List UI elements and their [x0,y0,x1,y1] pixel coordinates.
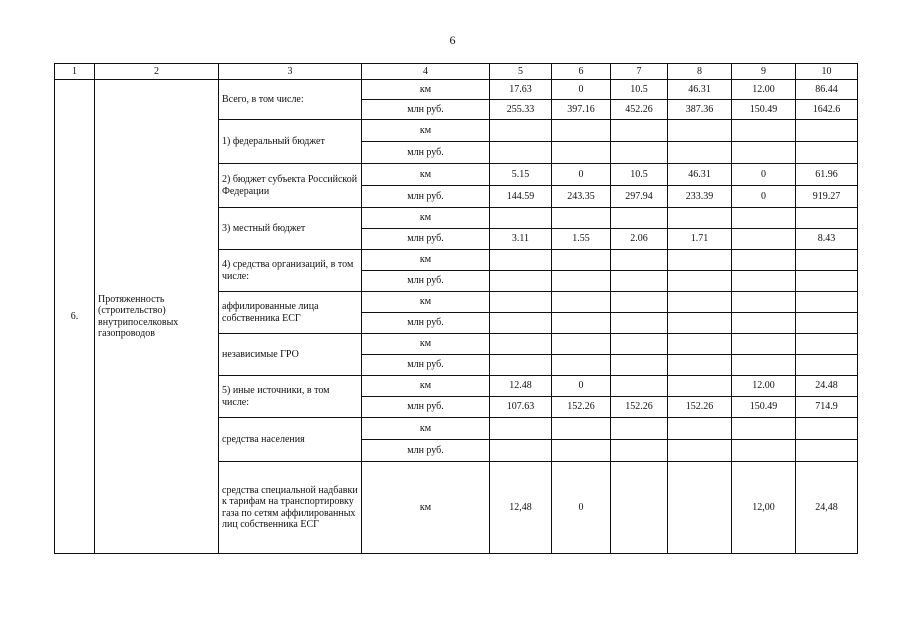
funding-source-label: 5) иные источники, в том числе: [219,376,362,418]
value-cell [732,229,796,250]
unit-cell: км [362,208,490,229]
value-cell [668,376,732,397]
header-cell: 3 [219,64,362,80]
header-cell: 1 [55,64,95,80]
value-cell [552,142,611,164]
header-cell: 6 [552,64,611,80]
value-cell [732,250,796,271]
value-cell [796,418,858,440]
unit-cell: млн руб. [362,186,490,208]
value-cell [611,334,668,355]
value-cell: 397.16 [552,100,611,120]
value-cell: 0 [732,186,796,208]
value-cell: 150.49 [732,100,796,120]
unit-cell: млн руб. [362,271,490,292]
value-cell [732,334,796,355]
value-cell [668,208,732,229]
value-cell [668,418,732,440]
value-cell: 1.55 [552,229,611,250]
value-cell [796,250,858,271]
value-cell: 150.49 [732,397,796,418]
value-cell: 24.48 [796,376,858,397]
value-cell: 152.26 [668,397,732,418]
value-cell: 243.35 [552,186,611,208]
value-cell: 46.31 [668,80,732,100]
value-cell [490,334,552,355]
unit-cell: км [362,376,490,397]
unit-cell: млн руб. [362,142,490,164]
value-cell [611,250,668,271]
value-cell: 0 [552,462,611,554]
value-cell [552,271,611,292]
header-cell: 5 [490,64,552,80]
value-cell [552,440,611,462]
header-cell: 7 [611,64,668,80]
value-cell [732,313,796,334]
value-cell: 5.15 [490,164,552,186]
unit-cell: км [362,80,490,100]
value-cell [668,462,732,554]
funding-source-label: средства населения [219,418,362,462]
header-cell: 8 [668,64,732,80]
value-cell [490,313,552,334]
header-row [55,64,858,80]
funding-source-label: 3) местный бюджет [219,208,362,250]
value-cell [611,355,668,376]
value-cell [796,334,858,355]
value-cell [611,462,668,554]
value-cell [552,120,611,142]
value-cell [668,292,732,313]
value-cell [552,292,611,313]
value-cell [611,313,668,334]
value-cell [552,355,611,376]
value-cell [490,120,552,142]
value-cell: 12,00 [732,462,796,554]
header-cell: 9 [732,64,796,80]
value-cell [490,208,552,229]
value-cell [796,142,858,164]
value-cell [490,355,552,376]
funding-source-label: аффилированные лица собственника ЕСГ [219,292,362,334]
value-cell [732,142,796,164]
header-cell: 10 [796,64,858,80]
funding-source-label: 2) бюджет субъекта Российской Федерации [219,164,362,208]
funding-source-label: 4) средства организаций, в том числе: [219,250,362,292]
value-cell: 2.06 [611,229,668,250]
unit-cell: км [362,250,490,271]
value-cell: 1642.6 [796,100,858,120]
value-cell [611,142,668,164]
value-cell [611,292,668,313]
value-cell: 10.5 [611,80,668,100]
value-cell: 714.9 [796,397,858,418]
value-cell [796,440,858,462]
value-cell [732,292,796,313]
value-cell: 61.96 [796,164,858,186]
value-cell [611,440,668,462]
value-cell: 152.26 [611,397,668,418]
value-cell [552,313,611,334]
value-cell: 152.26 [552,397,611,418]
value-cell: 17.63 [490,80,552,100]
value-cell: 107.63 [490,397,552,418]
value-cell [490,418,552,440]
value-cell: 12.48 [490,376,552,397]
value-cell [611,208,668,229]
unit-cell: млн руб. [362,397,490,418]
unit-cell: млн руб. [362,355,490,376]
funding-source-label: 1) федеральный бюджет [219,120,362,164]
value-cell [732,208,796,229]
value-cell: 46.31 [668,164,732,186]
value-cell [796,292,858,313]
value-cell [668,142,732,164]
value-cell [668,355,732,376]
page-number: 6 [449,33,456,47]
funding-source-label: Всего, в том числе: [219,80,362,120]
value-cell: 0 [552,80,611,100]
unit-cell: млн руб. [362,313,490,334]
value-cell [732,355,796,376]
unit-cell: млн руб. [362,440,490,462]
value-cell [796,120,858,142]
unit-cell: км [362,292,490,313]
gas-pipeline-table [54,63,858,554]
value-cell: 24,48 [796,462,858,554]
value-cell: 255.33 [490,100,552,120]
value-cell [552,418,611,440]
value-cell: 144.59 [490,186,552,208]
table-row [55,80,858,100]
value-cell: 0 [552,376,611,397]
value-cell [611,271,668,292]
value-cell [668,334,732,355]
value-cell: 86.44 [796,80,858,100]
value-cell [668,440,732,462]
value-cell [611,418,668,440]
value-cell [552,334,611,355]
value-cell [490,271,552,292]
unit-cell: км [362,120,490,142]
unit-cell: млн руб. [362,229,490,250]
value-cell [732,418,796,440]
value-cell: 919.27 [796,186,858,208]
value-cell: 233.39 [668,186,732,208]
unit-cell: км [362,418,490,440]
value-cell [732,120,796,142]
value-cell [490,440,552,462]
value-cell [796,313,858,334]
value-cell [611,376,668,397]
value-cell: 0 [732,164,796,186]
unit-cell: км [362,462,490,554]
value-cell [490,250,552,271]
value-cell [668,313,732,334]
value-cell [796,271,858,292]
value-cell: 12.00 [732,376,796,397]
value-cell: 387.36 [668,100,732,120]
value-cell [552,250,611,271]
value-cell [668,120,732,142]
value-cell [732,440,796,462]
value-cell [796,355,858,376]
value-cell [490,142,552,164]
value-cell: 297.94 [611,186,668,208]
value-cell: 8.43 [796,229,858,250]
unit-cell: млн руб. [362,100,490,120]
value-cell [611,120,668,142]
value-cell: 452.26 [611,100,668,120]
value-cell [668,271,732,292]
unit-cell: км [362,164,490,186]
value-cell [796,208,858,229]
value-cell [668,250,732,271]
value-cell: 3.11 [490,229,552,250]
value-cell [552,208,611,229]
header-cell: 4 [362,64,490,80]
unit-cell: км [362,334,490,355]
value-cell: 0 [552,164,611,186]
header-cell: 2 [95,64,219,80]
value-cell [732,271,796,292]
row-number: 6. [55,80,95,554]
indicator-name: Протяженность (строительство) внутрипоселковых газопроводов [95,80,219,554]
value-cell: 10.5 [611,164,668,186]
funding-source-label: независимые ГРО [219,334,362,376]
funding-source-label: средства специальной надбавки к тарифам на транспортировку газа по сетям аффилированных лиц собственника ЕСГ [219,462,362,554]
value-cell [490,292,552,313]
value-cell: 12.00 [732,80,796,100]
value-cell: 1.71 [668,229,732,250]
value-cell: 12,48 [490,462,552,554]
